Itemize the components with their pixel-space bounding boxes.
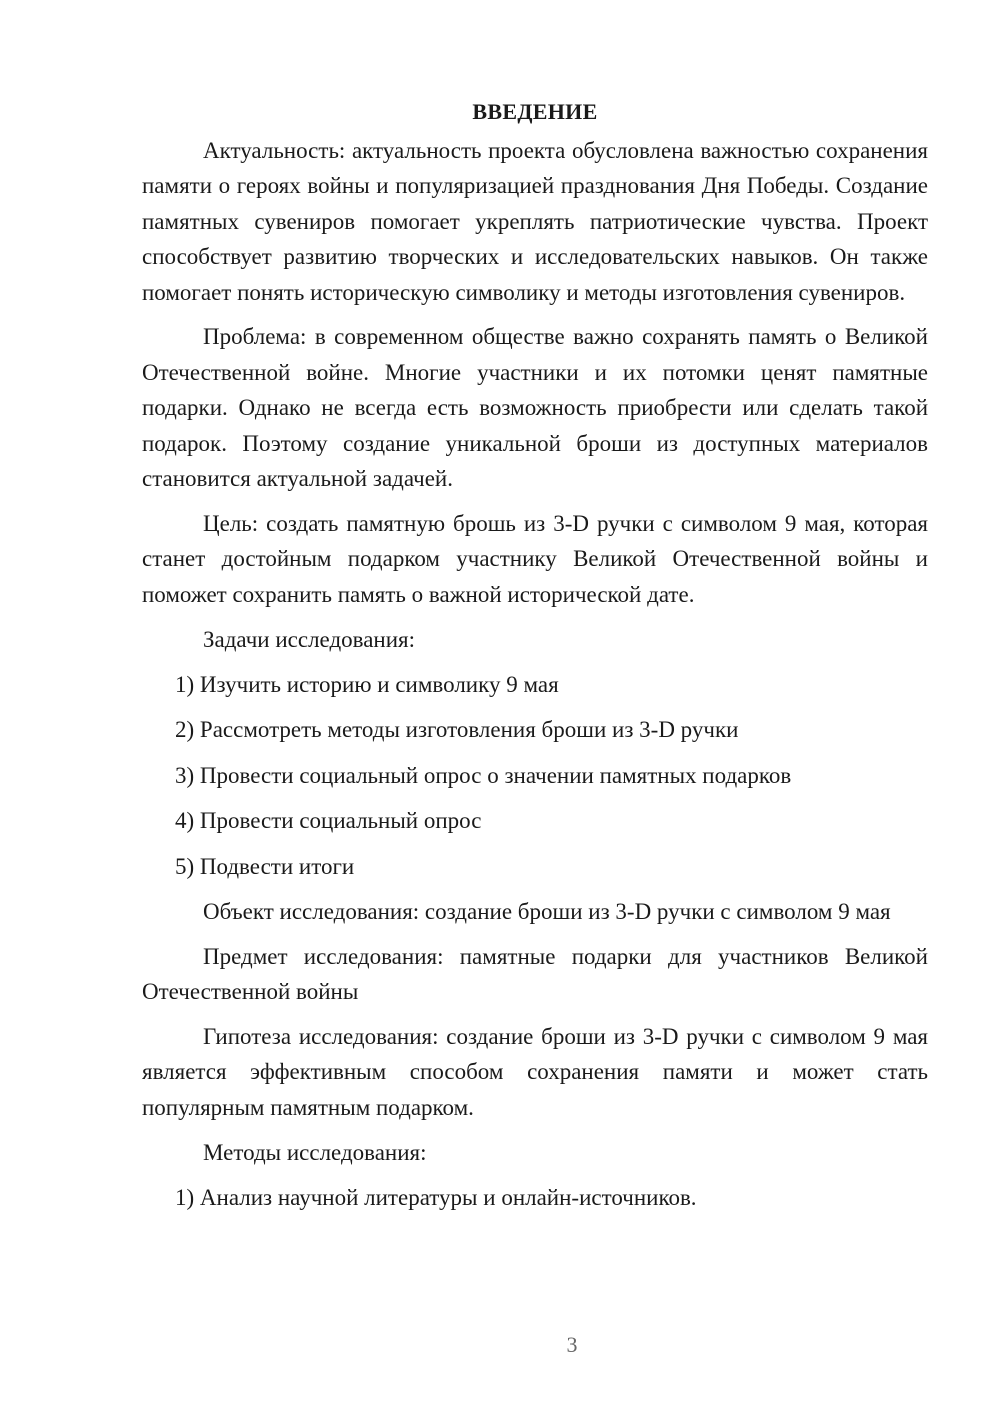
research-object-paragraph: Объект исследования: создание броши из 3-D ручки с символом 9 мая	[203, 899, 891, 924]
list-item: 4) Провести социальный опрос	[175, 808, 482, 833]
hypothesis-paragraph: Гипотеза исследования: создание броши из 3-D ручки с символом 9 мая является эффективным способом сохранения памяти и может стать популярным памятным подарком.	[142, 1023, 928, 1120]
page-number: 3	[566, 1332, 578, 1357]
methods-title: Методы исследования:	[203, 1140, 427, 1165]
goal-paragraph: Цель: создать памятную брошь из 3-D ручки с символом 9 мая, которая станет достойным подарком участнику Великой Отечественной войны и поможет сохранить память о важной исторической дате.	[142, 510, 928, 607]
list-item: 3) Провести социальный опрос о значении памятных подарков	[175, 762, 792, 788]
relevance-paragraph: Актуальность: актуальность проекта обусловлена важностью сохранения памяти о героях войны и популяризацией празднования Дня Победы. Создание памятных сувениров помогает укреплять патриотические чувства. Проект способствует развитию творческих и исследовательских навыков. Он также помогает понять историческую символику и методы изготовления сувениров.	[142, 137, 928, 305]
section-heading: ВВЕДЕНИЕ	[472, 99, 598, 124]
list-item: 1) Анализ научной литературы и онлайн-источников.	[175, 1184, 697, 1210]
research-subject-paragraph: Предмет исследования: памятные подарки для участников Великой Отечественной войны	[142, 943, 928, 1004]
tasks-title: Задачи исследования:	[203, 627, 416, 652]
list-item: 2) Рассмотреть методы изготовления броши из 3-D ручки	[175, 717, 739, 742]
list-item: 1) Изучить историю и символику 9 мая	[175, 671, 559, 697]
problem-paragraph: Проблема: в современном обществе важно сохранять память о Великой Отечественной войне. Многие участники и их потомки ценят памятные подарки. Однако не всегда есть возможность приобрести или сделать такой подарок. Поэтому создание уникальной броши из доступных материалов становится актуальной задачей.	[142, 324, 928, 491]
list-item: 5) Подвести итоги	[175, 853, 355, 879]
tasks-list	[142, 667, 928, 885]
page-body	[142, 94, 928, 1225]
methods-list	[142, 1180, 928, 1216]
